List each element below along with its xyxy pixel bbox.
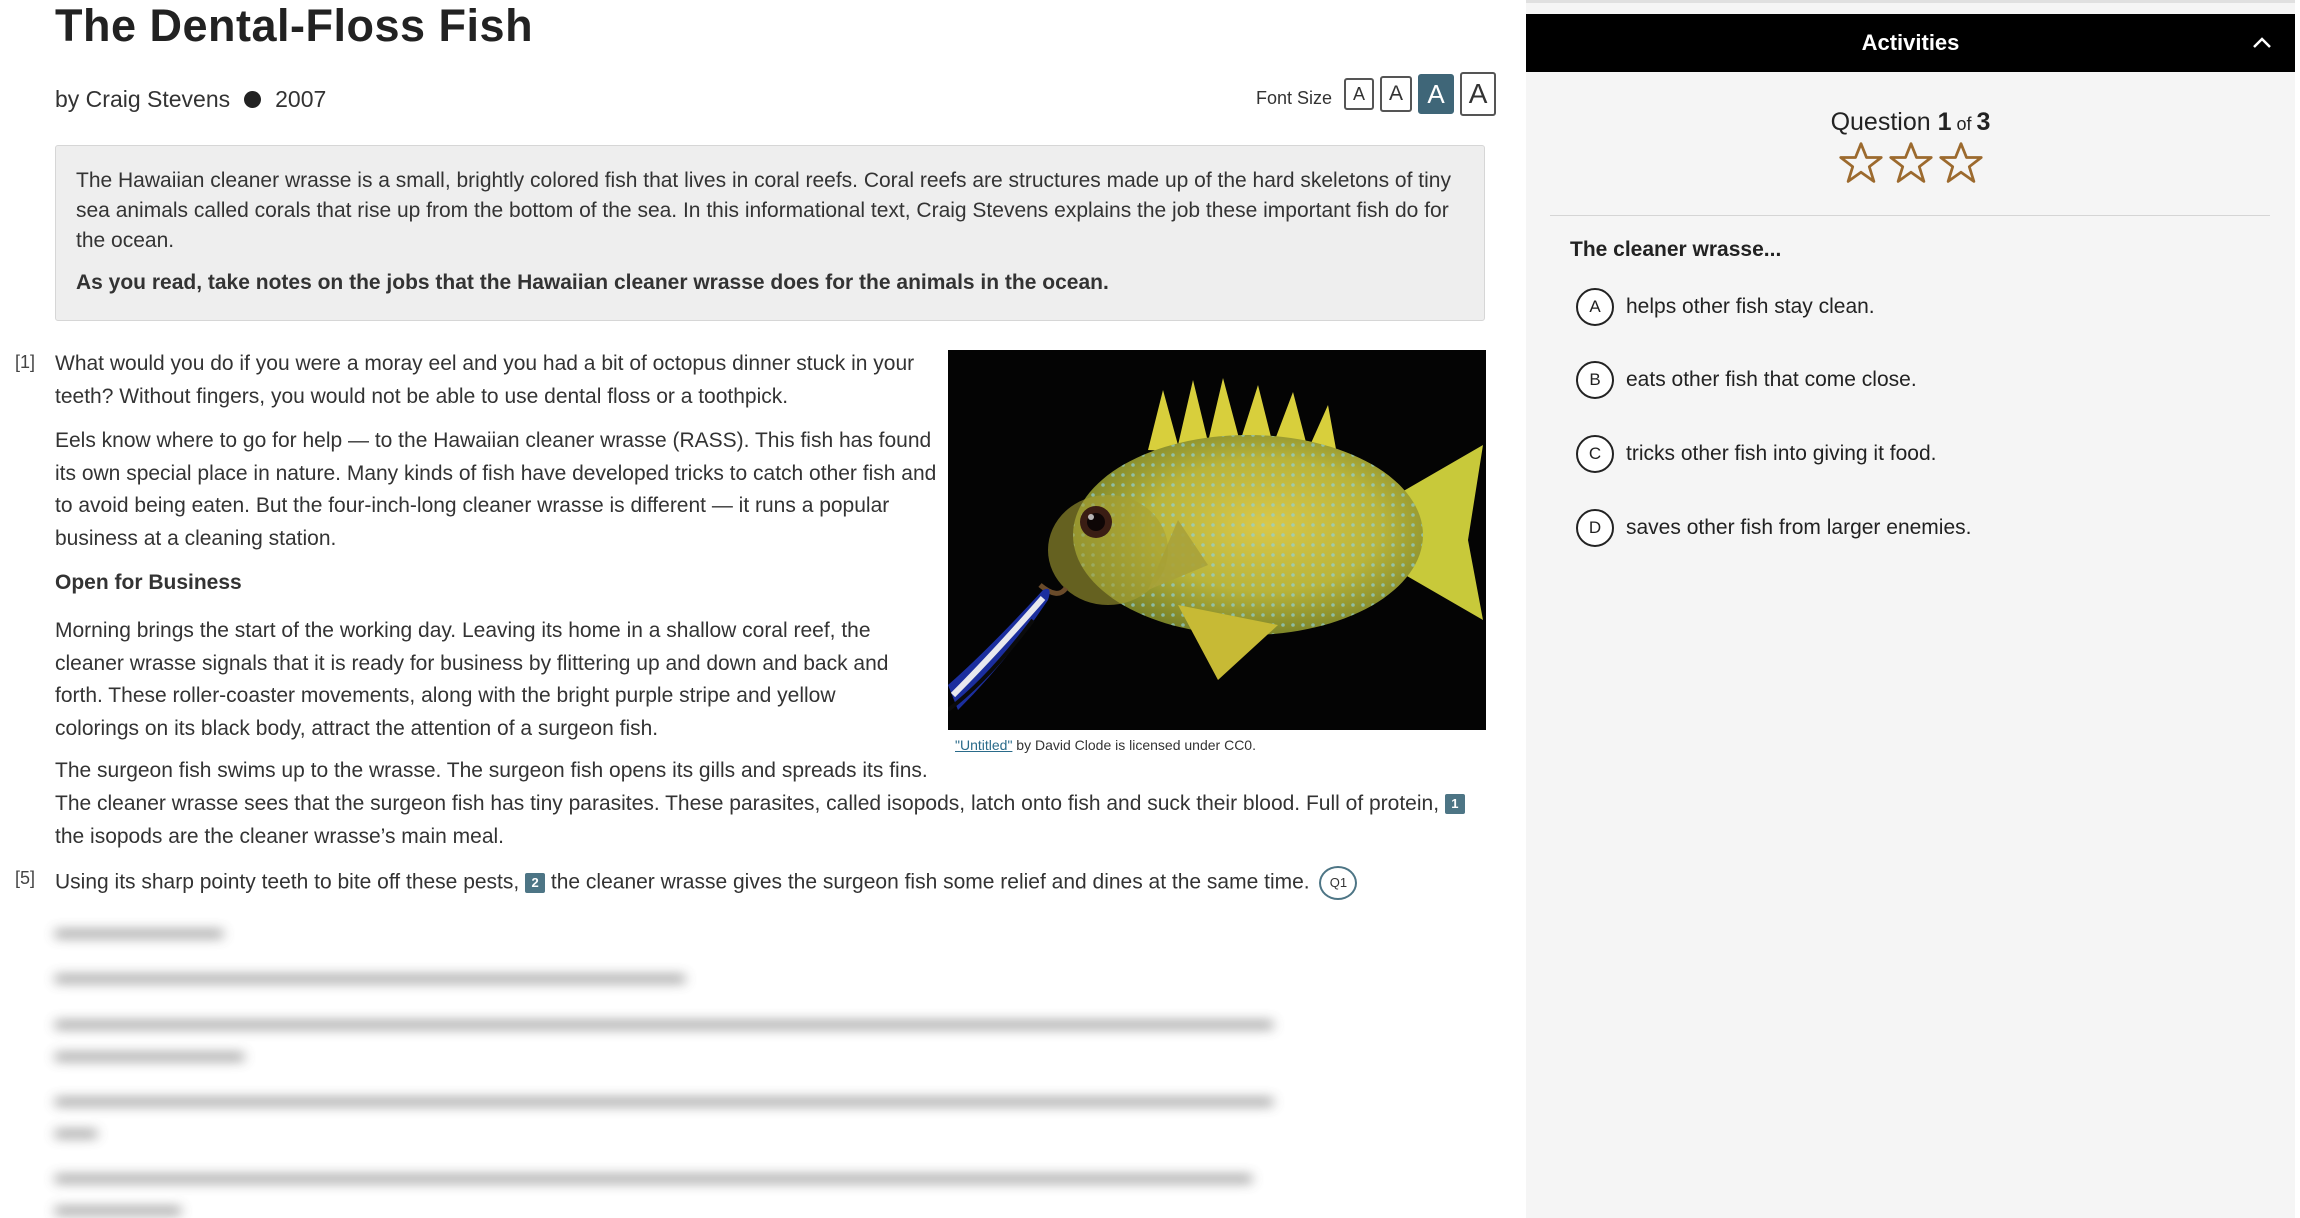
- paragraph-4-text-a: The cleaner wrasse sees that the surgeon fish has tiny parasites. These parasites, called isopods, latch onto fish and suck their blood. Full of protein,: [55, 792, 1440, 815]
- font-size-label: Font Size: [1256, 87, 1333, 108]
- locked-paragraph-2: ▬▬▬▬▬▬▬▬▬▬▬▬▬▬▬▬▬▬▬▬▬▬▬▬▬▬▬▬▬▬▬▬▬▬▬▬▬▬▬▬▬▬▬▬▬▬▬▬▬▬▬▬▬▬▬▬▬▬ ▬▬▬▬▬▬▬▬▬: [55, 1010, 1273, 1065]
- separator-dot: [244, 91, 261, 108]
- answer-choice-b[interactable]: [1576, 361, 1917, 399]
- locked-paragraph-3: ▬▬▬▬▬▬▬▬▬▬▬▬▬▬▬▬▬▬▬▬▬▬▬▬▬▬▬▬▬▬▬▬▬▬▬▬▬▬▬▬▬▬▬▬▬▬▬▬▬▬▬▬▬▬▬▬▬▬ ▬▬: [55, 1087, 1273, 1142]
- paragraph-3: Morning brings the start of the working day. Leaving its home in a shallow coral reef, the cleaner wrasse signals that it is ready for business by flittering up and down and back and forth. These roller-coaster movements, along with the bright purple stripe and yellow colorings on its black body, attract the attention of a surgeon fish.: [55, 619, 889, 740]
- font-size-large-button[interactable]: A: [1418, 74, 1454, 114]
- footnote-marker-2[interactable]: 2: [525, 873, 545, 893]
- byline: [55, 86, 326, 113]
- question-stem: The cleaner wrasse...: [1570, 238, 1782, 261]
- font-size-xlarge-button[interactable]: A: [1460, 72, 1496, 116]
- page-title: The Dental-Floss Fish: [55, 0, 534, 51]
- photo-credit-link[interactable]: "Untitled": [955, 737, 1013, 753]
- star-outline-icon: [1838, 140, 1884, 186]
- choice-text-a: helps other fish stay clean.: [1626, 295, 1875, 318]
- paragraph-5-text-b: the cleaner wrasse gives the surgeon fish some relief and dines at the same time.: [545, 870, 1310, 894]
- panel-top-tabs: [1526, 0, 2295, 3]
- reading-note: As you read, take notes on the jobs that the Hawaiian cleaner wrasse does for the animals in the ocean.: [76, 271, 1109, 294]
- question-counter: Question 1 of 3: [1830, 108, 1991, 136]
- panel-divider: [1550, 215, 2270, 216]
- choice-text-b: eats other fish that come close.: [1626, 368, 1917, 391]
- intro-box: [55, 145, 1485, 321]
- choice-text-c: tricks other fish into giving it food.: [1626, 442, 1937, 465]
- intro-text: The Hawaiian cleaner wrasse is a small, brightly colored fish that lives in coral reefs. Coral reefs are structures made up of the hard skeletons of tiny sea animals called corals that rise up from the bottom of the sea. In this informational text, Craig Stevens explains the job these important fish do for the ocean.: [76, 169, 1451, 252]
- activities-title: Activities: [1861, 30, 1960, 55]
- paragraph-5: [55, 866, 1485, 900]
- answer-choice-c[interactable]: [1576, 435, 1936, 473]
- font-size-control: [1256, 72, 1496, 116]
- font-size-medium-button[interactable]: A: [1380, 76, 1412, 112]
- answer-choice-d[interactable]: [1576, 509, 1971, 547]
- article-photo: [948, 350, 1486, 730]
- answer-choice-a[interactable]: [1576, 288, 1875, 326]
- font-size-small-button[interactable]: A: [1344, 78, 1374, 110]
- star-outline-icon: [1938, 140, 1984, 186]
- choice-text-d: saves other fish from larger enemies.: [1626, 516, 1972, 539]
- star-outline-icon: [1888, 140, 1934, 186]
- paragraph-number-1: [1]: [15, 352, 36, 372]
- publish-year: 2007: [275, 86, 327, 112]
- activities-panel: [1526, 0, 2295, 1218]
- photo-caption: [955, 737, 1256, 753]
- locked-heading: ▬▬▬▬▬▬▬▬: [55, 919, 223, 942]
- choice-letter-d: D: [1576, 509, 1614, 547]
- paragraph-1: What would you do if you were a moray eel and you had a bit of octopus dinner stuck in your teeth? Without fingers, you would not be able to use dental floss or a toothpick.: [55, 352, 915, 408]
- paragraph-4-text-b: the isopods are the cleaner wrasse’s main meal.: [55, 824, 505, 848]
- paragraph-5-text-a: Using its sharp pointy teeth to bite off these pests,: [55, 870, 520, 894]
- progress-stars: [1838, 140, 1984, 186]
- question-marker-q1[interactable]: Q1: [1319, 866, 1357, 900]
- locked-paragraph-1: ▬▬▬▬▬▬▬▬▬▬▬▬▬▬▬▬▬▬▬▬▬▬▬▬▬▬▬▬▬▬: [55, 964, 685, 987]
- fish-illustration: [948, 350, 1486, 730]
- paragraph-4-line-1: The surgeon fish swims up to the wrasse. The surgeon fish opens its gills and spreads its fins.: [55, 759, 928, 782]
- choice-letter-c: C: [1576, 435, 1614, 473]
- author-name: by Craig Stevens: [55, 86, 231, 112]
- paragraph-2: Eels know where to go for help — to the Hawaiian cleaner wrasse (RASS). This fish has found its own special place in nature. Many kinds of fish have developed tricks to catch other fish and to avoid being eaten. But the four-inch-long cleaner wrasse is different — it runs a popular business at a cleaning station.: [55, 429, 937, 550]
- section-heading-open-for-business: Open for Business: [55, 571, 242, 594]
- paragraph-number-5: [5]: [15, 868, 36, 888]
- activities-header[interactable]: [1526, 14, 2295, 72]
- footnote-marker-1[interactable]: 1: [1445, 794, 1465, 814]
- choice-letter-b: B: [1576, 361, 1614, 399]
- choice-letter-a: A: [1576, 288, 1614, 326]
- chevron-up-icon[interactable]: [2251, 32, 2273, 54]
- paragraph-4: [55, 788, 1485, 853]
- photo-license-text: by David Clode is licensed under CC0.: [1012, 737, 1256, 753]
- locked-paragraph-4: ▬▬▬▬▬▬▬▬▬▬▬▬▬▬▬▬▬▬▬▬▬▬▬▬▬▬▬▬▬▬▬▬▬▬▬▬▬▬▬▬▬▬▬▬▬▬▬▬▬▬▬▬▬▬▬▬▬ ▬▬▬▬▬▬: [55, 1164, 1252, 1218]
